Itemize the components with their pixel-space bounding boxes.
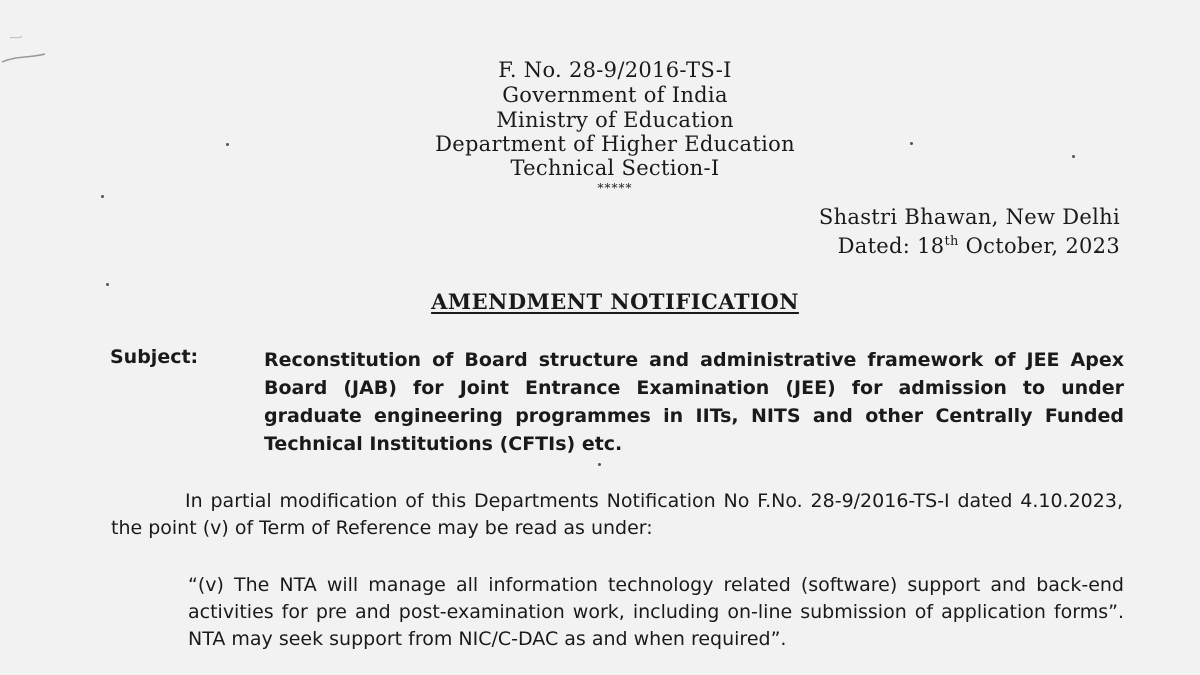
scan-speck bbox=[226, 143, 229, 146]
section-line: Technical Section-I bbox=[510, 156, 720, 180]
separator: ***** bbox=[597, 181, 633, 195]
body-paragraph: In partial modification of this Departments Notification No F.No. 28-9/2016-TS-I dated 4.10.2023, the point (v) of Term of Reference may be read as under: bbox=[111, 490, 1123, 539]
department-line: Department of Higher Education bbox=[435, 132, 795, 156]
notification-title: AMENDMENT NOTIFICATION bbox=[431, 289, 799, 314]
quoted-clause: “(v) The NTA will manage all information technology related (software) support and back-end activities for pre and post-examination work, including on-line submission of application forms”. NTA may seek support from NIC/C-DAC as and when required”. bbox=[188, 574, 1124, 650]
file-number: F. No. 28-9/2016-TS-I bbox=[498, 58, 732, 82]
place: Shastri Bhawan, New Delhi bbox=[818, 205, 1120, 229]
scan-speck bbox=[1072, 155, 1075, 158]
subject-label: Subject: bbox=[110, 346, 199, 368]
scan-mark bbox=[0, 30, 70, 70]
scan-speck bbox=[106, 283, 109, 286]
ministry-line: Ministry of Education bbox=[496, 108, 734, 132]
scan-speck bbox=[598, 463, 601, 466]
government-line: Government of India bbox=[502, 83, 728, 107]
date: Dated: 18th October, 2023 bbox=[837, 234, 1120, 258]
subject-text: Reconstitution of Board structure and administrative framework of JEE Apex Board (JAB) for Joint Entrance Examination (JEE) for admission to under graduate engineering programmes in IITs, NITS and other Centrally Funded Technical Institutions (CFTIs) etc. bbox=[264, 349, 1124, 455]
scan-speck bbox=[101, 195, 104, 198]
